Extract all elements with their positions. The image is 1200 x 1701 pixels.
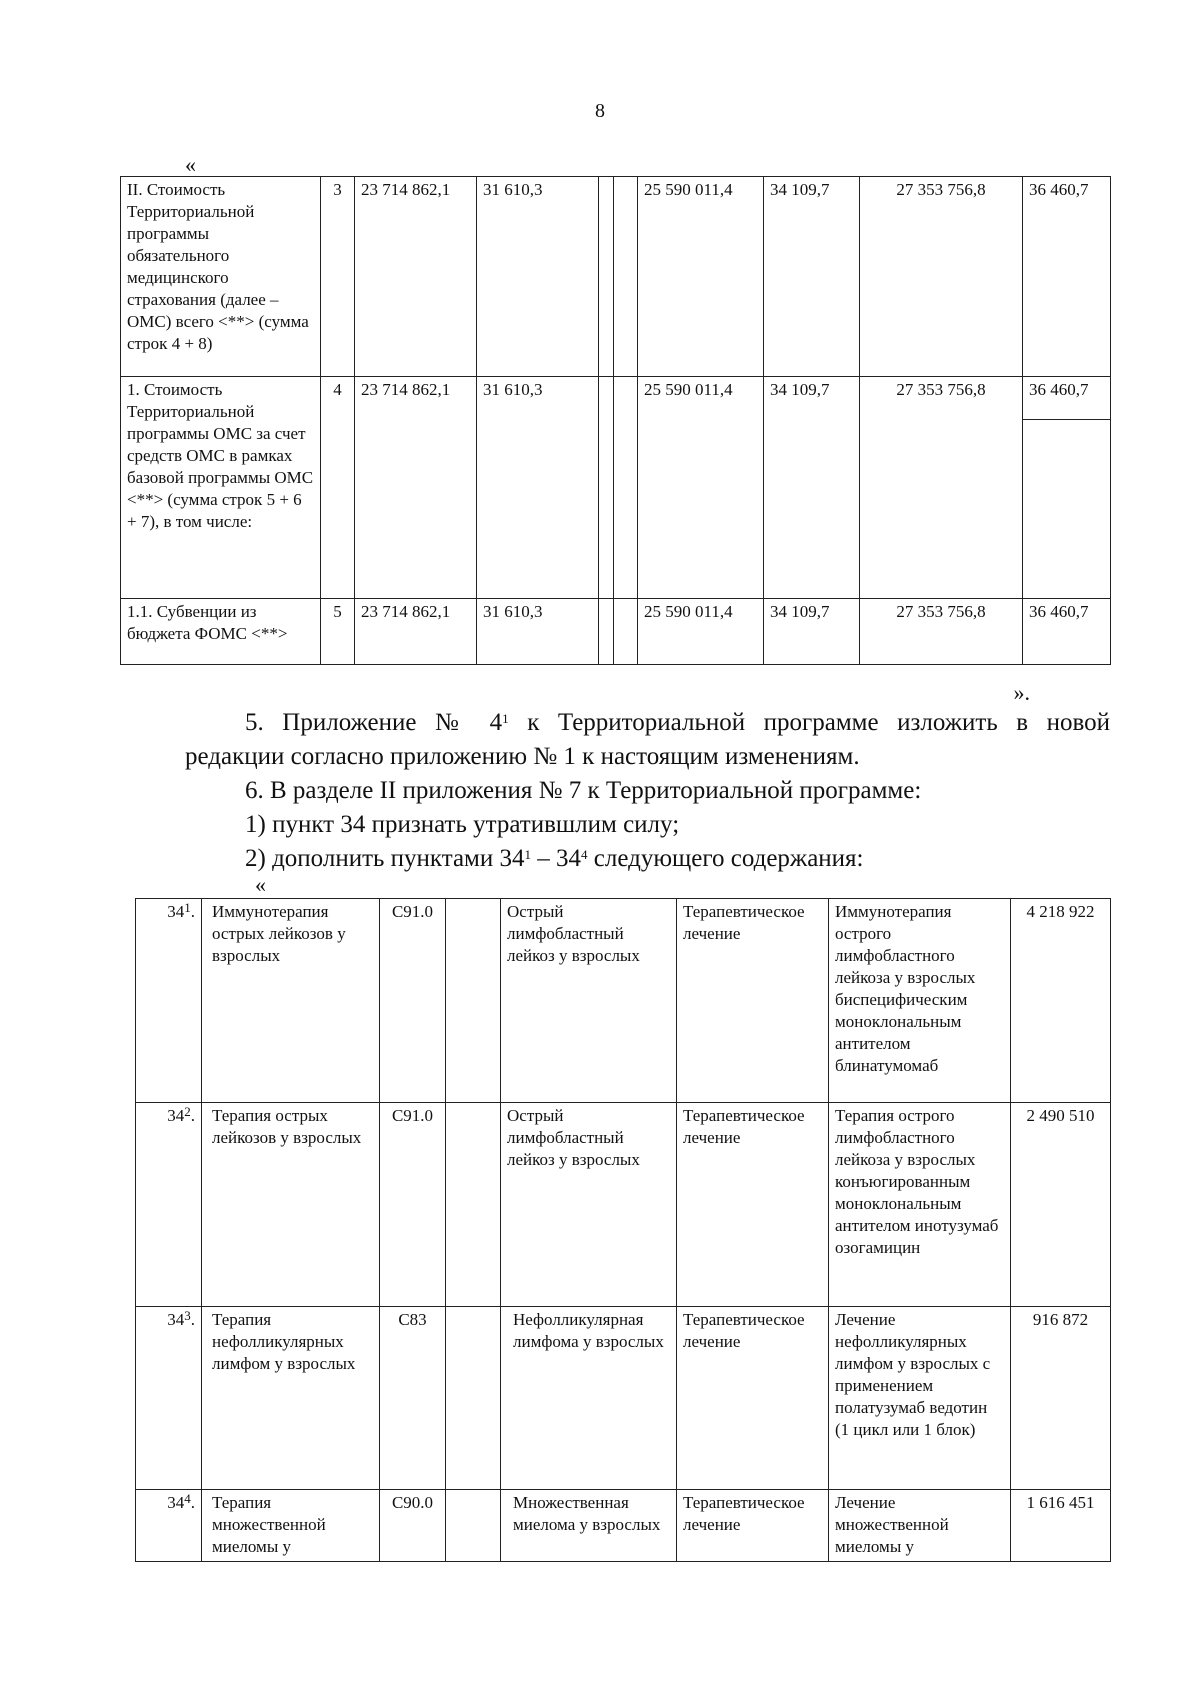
icd-code: C91.0 bbox=[380, 1103, 446, 1307]
open-quote-1: « bbox=[185, 152, 196, 177]
text: 34 bbox=[167, 1310, 185, 1329]
cost: 916 872 bbox=[1011, 1307, 1111, 1490]
close-quote: ». bbox=[1013, 680, 1030, 705]
paragraph-6: 6. В разделе II приложения № 7 к Территориальной программе: bbox=[245, 777, 922, 804]
cost-table bbox=[120, 176, 1111, 665]
method: Иммунотерапия острого лимфобластного лейкоза у взрослых биспецифическим моноклональным антителом блинатумомаб bbox=[829, 899, 1011, 1103]
icd-code: C90.0 bbox=[380, 1490, 446, 1562]
table-row bbox=[136, 899, 1111, 1103]
cell bbox=[446, 1103, 501, 1307]
diagnosis: Множественная миелома у взрослых bbox=[501, 1490, 677, 1562]
icd-code: C91.0 bbox=[380, 899, 446, 1103]
icd-code: C83 bbox=[380, 1307, 446, 1490]
text: 5. Приложение № 4 bbox=[245, 709, 503, 736]
table-row bbox=[121, 599, 1111, 665]
text: 34 bbox=[167, 902, 185, 921]
text: 34 bbox=[167, 1106, 185, 1125]
cell bbox=[446, 1490, 501, 1562]
cell bbox=[599, 377, 614, 599]
superscript: 1 bbox=[184, 900, 191, 915]
row-label: 1. Стоимость Территориальной программы ОМС за счет средств ОМС в рамках базовой программы ОМС <**> (сумма строк 5 + 6 + 7), в том числе: bbox=[121, 377, 321, 599]
cell: 31 610,3 bbox=[477, 177, 599, 377]
line-number: 4 bbox=[321, 377, 355, 599]
table-row bbox=[136, 1307, 1111, 1490]
cost: 4 218 922 bbox=[1011, 899, 1111, 1103]
text: 34 bbox=[167, 1493, 185, 1512]
paragraph-5-line2: редакции согласно приложению № 1 к настоящим изменениям. bbox=[185, 743, 860, 770]
superscript: 4 bbox=[581, 847, 588, 862]
cell: 36 460,7 bbox=[1023, 177, 1111, 377]
table-row bbox=[136, 1103, 1111, 1307]
cell: 34 109,7 bbox=[764, 177, 860, 377]
treatment-type: Терапевтическое лечение bbox=[677, 1307, 829, 1490]
cell: 34 109,7 bbox=[764, 599, 860, 665]
cell: 27 353 756,8 bbox=[860, 377, 1023, 599]
method: Лечение нефолликулярных лимфом у взрослых с применением полатузумаб ведотин (1 цикл или 1 блок) bbox=[829, 1307, 1011, 1490]
text: следующего содержания: bbox=[587, 845, 864, 872]
paragraph-5 bbox=[185, 706, 1110, 739]
procedure-name: Терапия множественной миеломы у bbox=[202, 1490, 380, 1562]
paragraph-6-1: 1) пункт 34 признать утратившлим силу; bbox=[245, 811, 680, 838]
superscript: 1 bbox=[502, 711, 509, 726]
cell bbox=[614, 177, 638, 377]
cell: 31 610,3 bbox=[477, 599, 599, 665]
cell: 23 714 862,1 bbox=[355, 177, 477, 377]
row-label: 1.1. Субвенции из бюджета ФОМС <**> bbox=[121, 599, 321, 665]
row-label: II. Стоимость Территориальной программы обязательного медицинского страхования (далее – ОМС) всего <**> (сумма строк 4 + 8) bbox=[121, 177, 321, 377]
cell: 34 109,7 bbox=[764, 377, 860, 599]
cell bbox=[1023, 377, 1111, 599]
cell bbox=[599, 177, 614, 377]
diagnosis: Острый лимфобластный лейкоз у взрослых bbox=[501, 899, 677, 1103]
superscript: 2 bbox=[184, 1104, 191, 1119]
cell bbox=[446, 899, 501, 1103]
text: к Территориальной программе изложить в новой bbox=[508, 709, 1110, 736]
table-row bbox=[121, 177, 1111, 377]
cell: 25 590 011,4 bbox=[638, 377, 764, 599]
table-row bbox=[136, 1490, 1111, 1562]
cell: 25 590 011,4 bbox=[638, 177, 764, 377]
paragraph-6-2 bbox=[245, 842, 864, 875]
procedure-name: Терапия острых лейкозов у взрослых bbox=[202, 1103, 380, 1307]
cell: 27 353 756,8 bbox=[860, 599, 1023, 665]
superscript: 4 bbox=[184, 1491, 191, 1506]
text: – 34 bbox=[531, 845, 582, 872]
open-quote-2: « bbox=[255, 872, 266, 897]
item-number: $34^3$. bbox=[136, 1307, 202, 1490]
cell: 27 353 756,8 bbox=[860, 177, 1023, 377]
method: Терапия острого лимфобластного лейкоза у взрослых конъюгированным моноклональным антителом инотузумаб озогамицин bbox=[829, 1103, 1011, 1307]
diagnosis: Острый лимфобластный лейкоз у взрослых bbox=[501, 1103, 677, 1307]
procedure-name: Иммунотерапия острых лейкозов у взрослых bbox=[202, 899, 380, 1103]
item-number: $34^1$. bbox=[136, 899, 202, 1103]
cost: 1 616 451 bbox=[1011, 1490, 1111, 1562]
diagnosis: Нефолликулярная лимфома у взрослых bbox=[501, 1307, 677, 1490]
split-cell bbox=[1023, 379, 1110, 420]
item-number: $34^4$. bbox=[136, 1490, 202, 1562]
line-number: 5 bbox=[321, 599, 355, 665]
cell-value: 36 460,7 bbox=[1029, 380, 1089, 399]
cell: 31 610,3 bbox=[477, 377, 599, 599]
cell bbox=[446, 1307, 501, 1490]
cell bbox=[599, 599, 614, 665]
cell: 23 714 862,1 bbox=[355, 599, 477, 665]
treatment-type: Терапевтическое лечение bbox=[677, 1490, 829, 1562]
cost: 2 490 510 bbox=[1011, 1103, 1111, 1307]
procedures-table bbox=[135, 898, 1111, 1562]
line-number: 3 bbox=[321, 177, 355, 377]
superscript: 1 bbox=[524, 847, 532, 862]
item-number: $34^2$. bbox=[136, 1103, 202, 1307]
text: 2) дополнить пунктами 34 bbox=[245, 845, 525, 872]
table-row bbox=[121, 377, 1111, 599]
cell: 25 590 011,4 bbox=[638, 599, 764, 665]
superscript: 3 bbox=[184, 1308, 191, 1323]
cell bbox=[614, 377, 638, 599]
cell: 36 460,7 bbox=[1023, 599, 1111, 665]
method: Лечение множественной миеломы у bbox=[829, 1490, 1011, 1562]
cell bbox=[614, 599, 638, 665]
cell: 23 714 862,1 bbox=[355, 377, 477, 599]
treatment-type: Терапевтическое лечение bbox=[677, 1103, 829, 1307]
page-number: 8 bbox=[595, 100, 605, 122]
procedure-name: Терапия нефолликулярных лимфом у взрослых bbox=[202, 1307, 380, 1490]
treatment-type: Терапевтическое лечение bbox=[677, 899, 829, 1103]
